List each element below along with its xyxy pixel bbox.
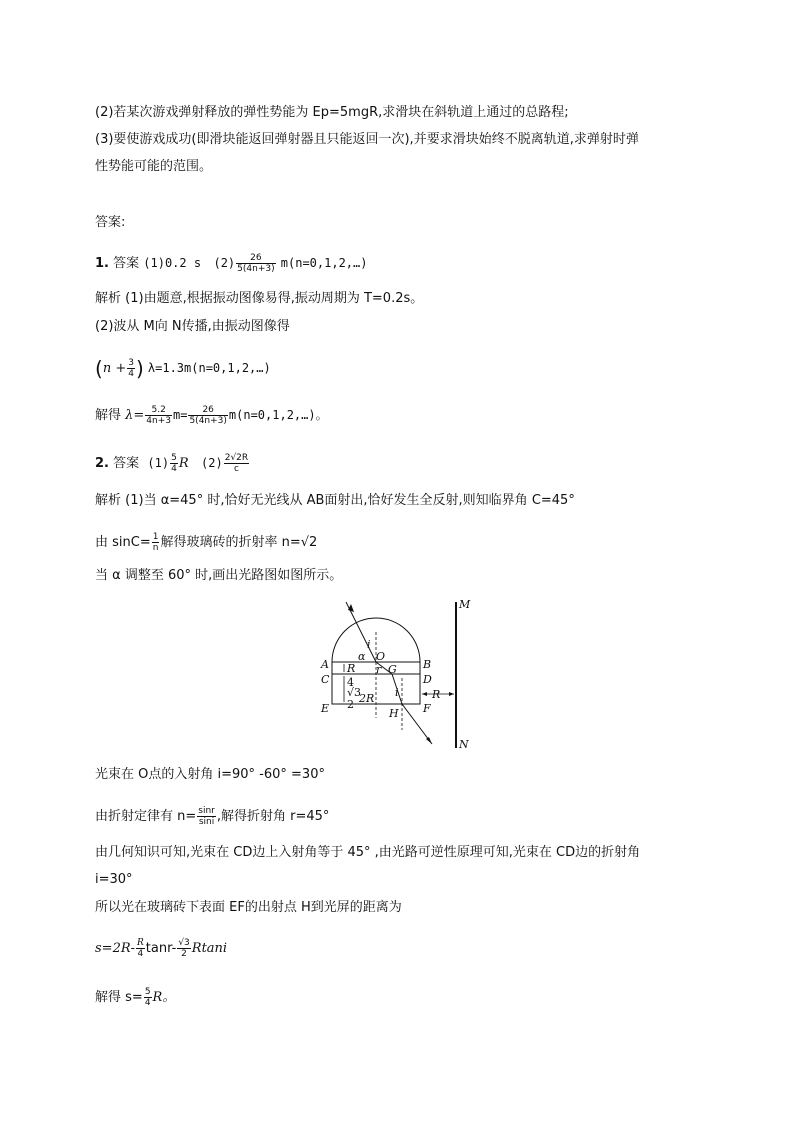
question-3-line2: 性势能可能的范围。 xyxy=(95,159,213,174)
svg-text:√3: √3 xyxy=(347,686,362,699)
svg-text:N: N xyxy=(459,738,469,751)
answer-1-number: 1. xyxy=(95,256,109,271)
svg-text:M: M xyxy=(459,598,471,611)
svg-text:F: F xyxy=(423,702,431,715)
answer-1-equation: (n + $\frac{3}{4}$ ) λ=1.3m(n=0,1,2,…) xyxy=(95,356,271,381)
answers-heading: 答案: xyxy=(95,215,126,230)
answer-2-exp2: 由 sinC= $\frac{1}{n}$ 解得玻璃砖的折射率 n=√2 xyxy=(95,532,318,553)
question-2: (2)若某次游戏弹射释放的弹性势能为 Ep=5mgR,求滑块在斜轨道上通过的总路程; xyxy=(95,105,569,120)
svg-text:4: 4 xyxy=(347,676,354,689)
svg-text:i: i xyxy=(395,686,399,699)
answer-2-label: 答案 xyxy=(113,456,140,471)
svg-text:r: r xyxy=(376,663,382,676)
answer-1-label: 答案 xyxy=(113,256,140,271)
answer-1-part1: (1)0.2 s xyxy=(143,256,202,270)
question-3-line1: (3)要使游戏成功(即滑块能返回弹射器且只能返回一次),并要求滑块始终不脱离轨道,求弹射时弹 xyxy=(95,132,639,147)
answer-2-exp6: 由几何知识可知,光束在 CD边上入射角等于 45° ,由光路可逆性原理可知,光束在 CD边的折射角 xyxy=(95,845,641,860)
svg-text:B: B xyxy=(423,658,432,671)
answer-2-exp9: 解得 s= $\frac{5}{4}$ R。 xyxy=(95,987,176,1008)
answer-2-number: 2. xyxy=(95,456,109,471)
answer-2-exp3: 当 α 调整至 60° 时,画出光路图如图所示。 xyxy=(95,568,343,583)
answer-2-line: 2. 答案 (1) $\frac{5}{4}$ R (2) $\frac{2√2R}{c}$ xyxy=(95,453,249,474)
svg-text:A: A xyxy=(321,658,329,671)
svg-text:R: R xyxy=(432,688,441,701)
svg-text:R: R xyxy=(347,662,356,675)
svg-text:O: O xyxy=(376,650,386,663)
answer-2-exp8: s=2R- $\frac{R}{4}$ tanr- $\frac{√3}{2}$ Rtani xyxy=(95,938,228,959)
svg-text:2R: 2R xyxy=(359,692,375,705)
answer-1-part2-prefix: (2) xyxy=(213,256,236,270)
answer-2-exp1: 解析 (1)当 α=45° 时,恰好无光线从 AB面射出,恰好发生全反射,则知临界角 C=45° xyxy=(95,493,575,508)
answer-1-part2-suffix: m(n=0,1,2,…) xyxy=(280,256,368,270)
answer-1-exp2: (2)波从 M向 N传播,由振动图像得 xyxy=(95,319,290,334)
answer-1-line xyxy=(95,253,367,274)
answer-2-exp7: 所以光在玻璃砖下表面 EF的出射点 H到光屏的距离为 xyxy=(95,900,402,915)
svg-text:C: C xyxy=(321,673,330,686)
svg-text:i: i xyxy=(367,638,371,651)
svg-text:D: D xyxy=(423,673,432,686)
answer-1-exp1: 解析 (1)由题意,根据振动图像易得,振动周期为 T=0.2s。 xyxy=(95,291,424,306)
answer-2-exp5: 由折射定律有 n= $\frac{\sin r}{\sin i}$ ,解得折射角 r=45° xyxy=(95,806,330,827)
answer-2-exp4: 光束在 O点的入射角 i=90° -60° =30° xyxy=(95,767,325,782)
svg-text:α: α xyxy=(358,650,366,663)
answer-2-exp6b: i=30° xyxy=(95,872,133,887)
svg-text:H: H xyxy=(389,707,399,720)
svg-text:E: E xyxy=(321,702,330,715)
light-path-diagram xyxy=(318,598,488,758)
answer-1-fraction: $\frac{26}{5(4n+3)}$ xyxy=(237,253,275,274)
svg-text:G: G xyxy=(388,663,397,676)
answer-1-solution: 解得 λ= $\frac{5.2}{4n+3}$ m= $\frac{26}{5(4n+3)}$ m(n=0,1,2,…)。 xyxy=(95,405,328,426)
svg-text:2: 2 xyxy=(347,698,354,711)
